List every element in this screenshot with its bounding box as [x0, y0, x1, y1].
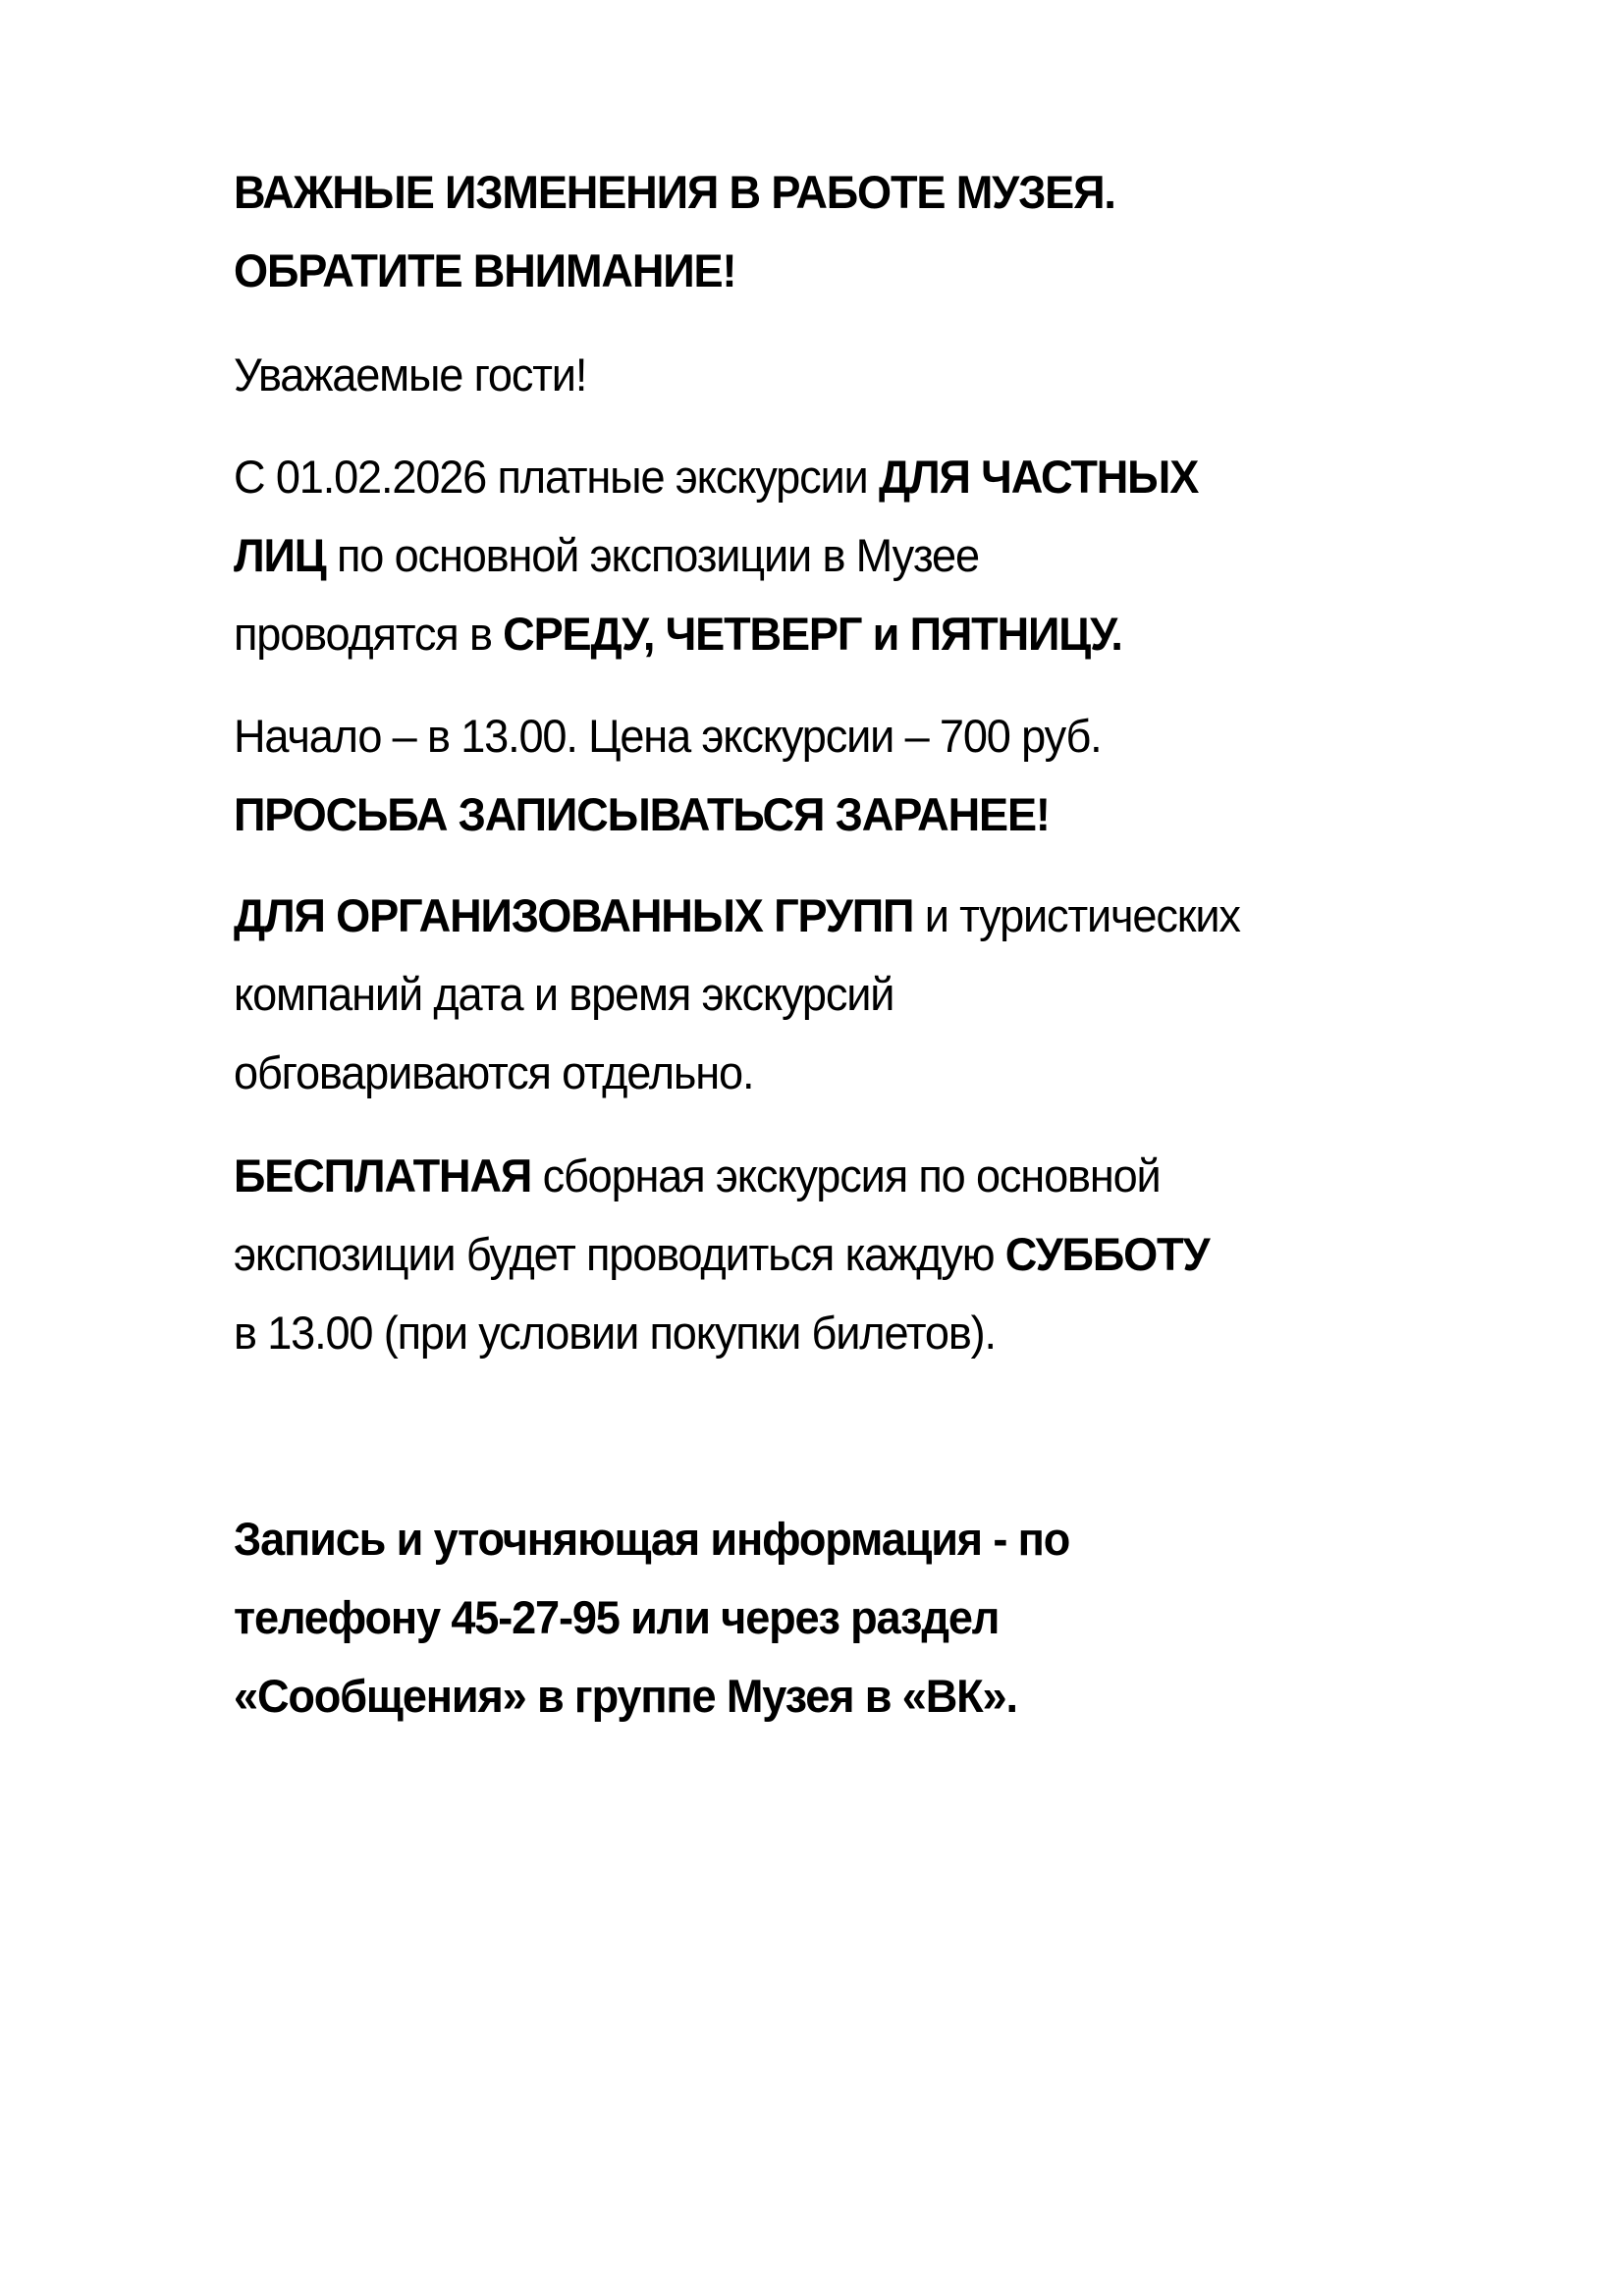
groups-line-3: обговариваются отдельно. — [234, 1046, 754, 1098]
contact-line-2: телефону 45-27-95 или через раздел — [234, 1591, 1000, 1643]
free-line-3: в 13.00 (при условии покупки билетов). — [234, 1307, 996, 1359]
free-line-2 — [234, 1215, 1459, 1294]
paragraph-groups — [234, 877, 1510, 1112]
greeting — [234, 336, 1510, 414]
groups-line-2: компаний дата и время экскурсий — [234, 968, 894, 1020]
private-line-1 — [234, 438, 1459, 516]
private-line-3 — [234, 595, 1459, 673]
private-label-bold: ДЛЯ ЧАСТНЫХ — [879, 451, 1199, 503]
contact-line-1: Запись и уточняющая информация - по — [234, 1513, 1070, 1565]
book-in-advance: ПРОСЬБА ЗАПИСЫВАТЬСЯ ЗАРАНЕЕ! — [234, 788, 1050, 840]
notice-title — [234, 153, 1510, 310]
paragraph-price — [234, 697, 1510, 854]
groups-line-1 — [234, 877, 1459, 955]
free-label-bold: БЕСПЛАТНАЯ — [234, 1149, 532, 1201]
private-line-3-text: проводятся в — [234, 608, 504, 660]
private-line-2-text: по основной экспозиции в Музее — [325, 529, 979, 581]
private-label-bold-cont: ЛИЦ — [234, 529, 326, 581]
contact-line-3: «Сообщения» в группе Музея в «ВК». — [234, 1670, 1017, 1722]
free-line-1-text: сборная экскурсия по основной — [531, 1149, 1161, 1201]
tour-days-bold: СРЕДУ, ЧЕТВЕРГ и ПЯТНИЦУ. — [503, 608, 1122, 660]
greeting-text: Уважаемые гости! — [234, 348, 587, 400]
title-line-2: ОБРАТИТЕ ВНИМАНИЕ! — [234, 244, 736, 296]
paragraph-private-tours — [234, 438, 1510, 673]
private-line-2 — [234, 516, 1459, 595]
groups-line-1-text: и туристических — [913, 889, 1240, 941]
paragraph-free-tour — [234, 1137, 1510, 1372]
title-line-1: ВАЖНЫЕ ИЗМЕНЕНИЯ В РАБОТЕ МУЗЕЯ. — [234, 166, 1115, 218]
free-line-2-text: экспозиции будет проводиться каждую — [234, 1228, 1005, 1280]
groups-label-bold: ДЛЯ ОРГАНИЗОВАННЫХ ГРУПП — [234, 889, 914, 941]
private-line-1-text: С 01.02.2026 платные экскурсии — [234, 451, 879, 503]
saturday-bold: СУББОТУ — [1004, 1228, 1210, 1280]
free-line-1 — [234, 1137, 1459, 1215]
contact-info — [234, 1500, 1510, 1735]
price-line: Начало – в 13.00. Цена экскурсии – 700 руб. — [234, 710, 1102, 762]
